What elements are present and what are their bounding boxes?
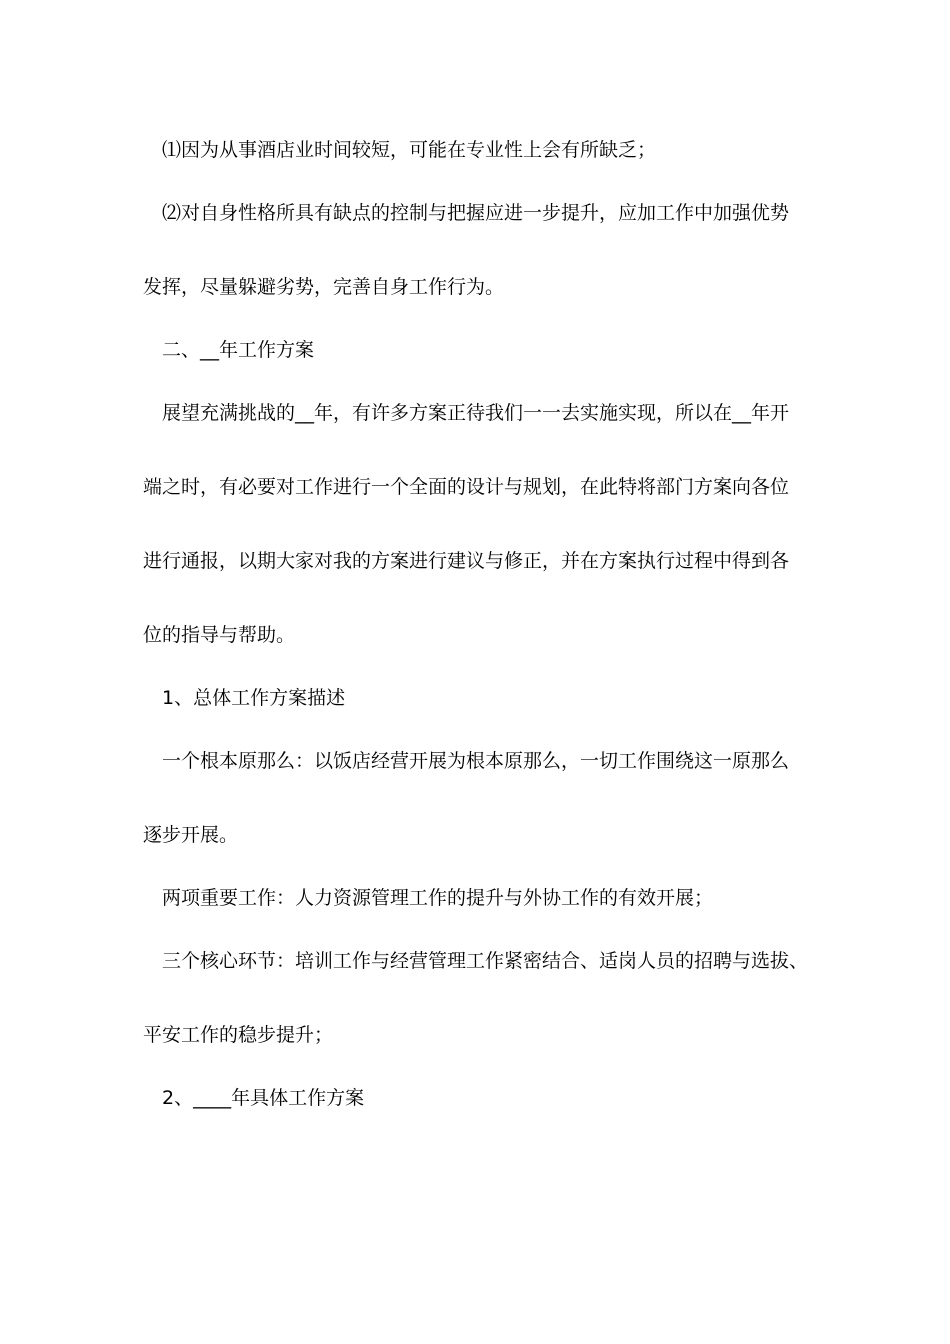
text-line: 两项重要工作：人力资源管理工作的提升与外协工作的有效开展；: [162, 887, 714, 909]
text-line: 进行通报，以期大家对我的方案进行建议与修正，并在方案执行过程中得到各: [143, 550, 790, 572]
section-heading: 二、__年工作方案: [162, 339, 315, 361]
text-line: 平安工作的稳步提升；: [143, 1024, 334, 1046]
text-line: 端之时，有必要对工作进行一个全面的设计与规划，在此特将部门方案向各位: [143, 476, 790, 498]
text-line: ⑵对自身性格所具有缺点的控制与把握应进一步提升，应加工作中加强优势: [162, 202, 790, 224]
text-line: 展望充满挑战的__年，有许多方案正待我们一一去实施实现，所以在__年开: [162, 402, 790, 424]
subsection-heading: 1、总体工作方案描述: [162, 687, 346, 709]
text-line: 位的指导与帮助。: [143, 624, 296, 646]
text-line: 三个核心环节：培训工作与经营管理工作紧密结合、适岗人员的招聘与选拔、: [162, 950, 809, 972]
text-line: 逐步开展。: [143, 824, 239, 846]
text-line: 发挥，尽量躲避劣势，完善自身工作行为。: [143, 276, 505, 298]
text-line: 一个根本原那么：以饭店经营开展为根本原那么，一切工作围绕这一原那么: [162, 750, 790, 772]
text-line: ⑴因为从事酒店业时间较短，可能在专业性上会有所缺乏；: [162, 139, 657, 161]
subsection-heading: 2、____年具体工作方案: [162, 1087, 365, 1109]
